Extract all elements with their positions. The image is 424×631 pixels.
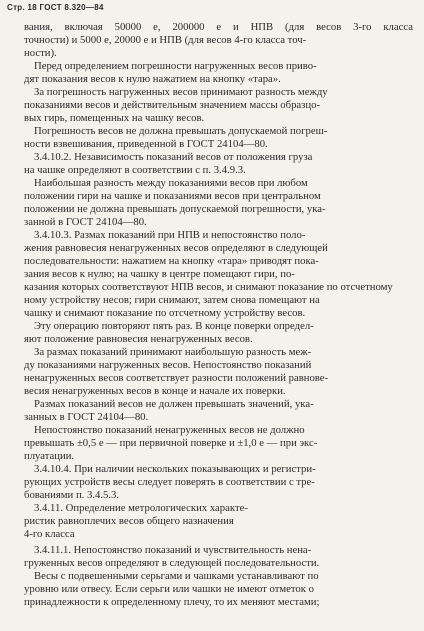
text-line: казания которых соответствуют НПВ весов, и снимают показание по отсчетному bbox=[24, 281, 393, 293]
text-line: жения равновесия ненагруженных весов определяют в следующей bbox=[24, 242, 328, 254]
text-line: Размах показаний весов не должен превышать значений, ука- bbox=[34, 398, 314, 410]
text-line: уровню или отвесу. Если серьги или чашки не имеют отметок о bbox=[24, 583, 314, 595]
text-line: на чашке определяют в соответствии с п. 3.4.9.3. bbox=[24, 164, 246, 176]
text-line: плуатации. bbox=[24, 450, 75, 462]
text-line: точности) и 5000 e, 20000 e и НПВ (для весов 4-го класса точ- bbox=[24, 34, 307, 46]
text-line: вания, включая 50000 e, 200000 e и НПВ (для весов 3-го класса bbox=[24, 21, 413, 33]
text-line: 3.4.10.3. Размах показаний при НПВ и непостоянство поло- bbox=[34, 229, 306, 241]
text-line: вых гирь, помещенных на чашку весов. bbox=[24, 112, 205, 124]
text-line: яют положение равновесия ненагруженных весов. bbox=[24, 333, 253, 345]
text-line: ненагруженных весов соответствует разности положений равнове- bbox=[24, 372, 329, 384]
text-line: Перед определением погрешности нагруженных весов приво- bbox=[34, 60, 317, 72]
text-line: чашку и снимают показание по отсчетному устройству весов. bbox=[24, 307, 306, 319]
text-line: ристик равноплечих весов общего назначения bbox=[24, 515, 234, 527]
page-header: Стр. 18 ГОСТ 8.320—84 bbox=[7, 3, 104, 12]
text-line: Эту операцию повторяют пять раз. В конце поверки определ- bbox=[34, 320, 314, 332]
text-line: Весы с подвешенными серьгами и чашками устанавливают по bbox=[34, 570, 319, 582]
text-line: За погрешность нагруженных весов принимают разность между bbox=[34, 86, 328, 98]
text-line: показаниями весов и действительным значением массы образцо- bbox=[24, 99, 321, 111]
text-line: принадлежности к определенному плечу, то их меняют местами; bbox=[24, 596, 320, 608]
text-line: 3.4.11. Определение метрологических характе- bbox=[34, 502, 248, 514]
text-line: Наибольшая разность между показаниями весов при любом bbox=[34, 177, 308, 189]
text-line: положении не должна превышать допускаемой погрешности, ука- bbox=[24, 203, 326, 215]
text-line: 4-го класса bbox=[24, 528, 75, 540]
text-line: последовательности: нажатием на кнопку «тара» приводят пока- bbox=[24, 255, 319, 267]
text-line: 3.4.10.4. При наличии нескольких показывающих и регистри- bbox=[34, 463, 316, 475]
text-line: бованиями п. 3.4.5.3. bbox=[24, 489, 120, 501]
text-line: положении гири на чашке и показаниями весов при центральном bbox=[24, 190, 321, 202]
text-line: занной в ГОСТ 24104—80. bbox=[24, 216, 147, 228]
text-line: ду показаниями нагруженных весов. Непостоянство показаний bbox=[24, 359, 312, 371]
text-line: Непостоянство показаний ненагруженных весов не должно bbox=[34, 424, 305, 436]
text-line: дят показания весов к нулю нажатием на кнопку «тара». bbox=[24, 73, 281, 85]
text-line: превышать ±0,5 e — при первичной поверке и ±1,0 e — при экс- bbox=[24, 437, 318, 449]
text-line: 3.4.11.1. Непостоянство показаний и чувствительность нена- bbox=[34, 544, 312, 556]
text-line: ности). bbox=[24, 47, 57, 59]
text-line: ности взвешивания, приведенной в ГОСТ 24104—80. bbox=[24, 138, 268, 150]
text-line: 3.4.10.2. Независимость показаний весов от положения груза bbox=[34, 151, 313, 163]
text-line: весия ненагруженных весов в конце и начале их поверки. bbox=[24, 385, 286, 397]
text-line: зания весов к нулю; на чашку в центре помещают гири, по- bbox=[24, 268, 295, 280]
text-line: Погрешность весов не должна превышать допускаемой погреш- bbox=[34, 125, 328, 137]
text-line: рующих устройств весы следует поверять в соответствии с тре- bbox=[24, 476, 315, 488]
text-line: занных в ГОСТ 24104—80. bbox=[24, 411, 149, 423]
text-line: За размах показаний принимают наибольшую разность меж- bbox=[34, 346, 312, 358]
text-line: ному устройству несов; гири снимают, затем снова помещают на bbox=[24, 294, 320, 306]
text-line: груженных весов определяют в следующей последовательности. bbox=[24, 557, 320, 569]
